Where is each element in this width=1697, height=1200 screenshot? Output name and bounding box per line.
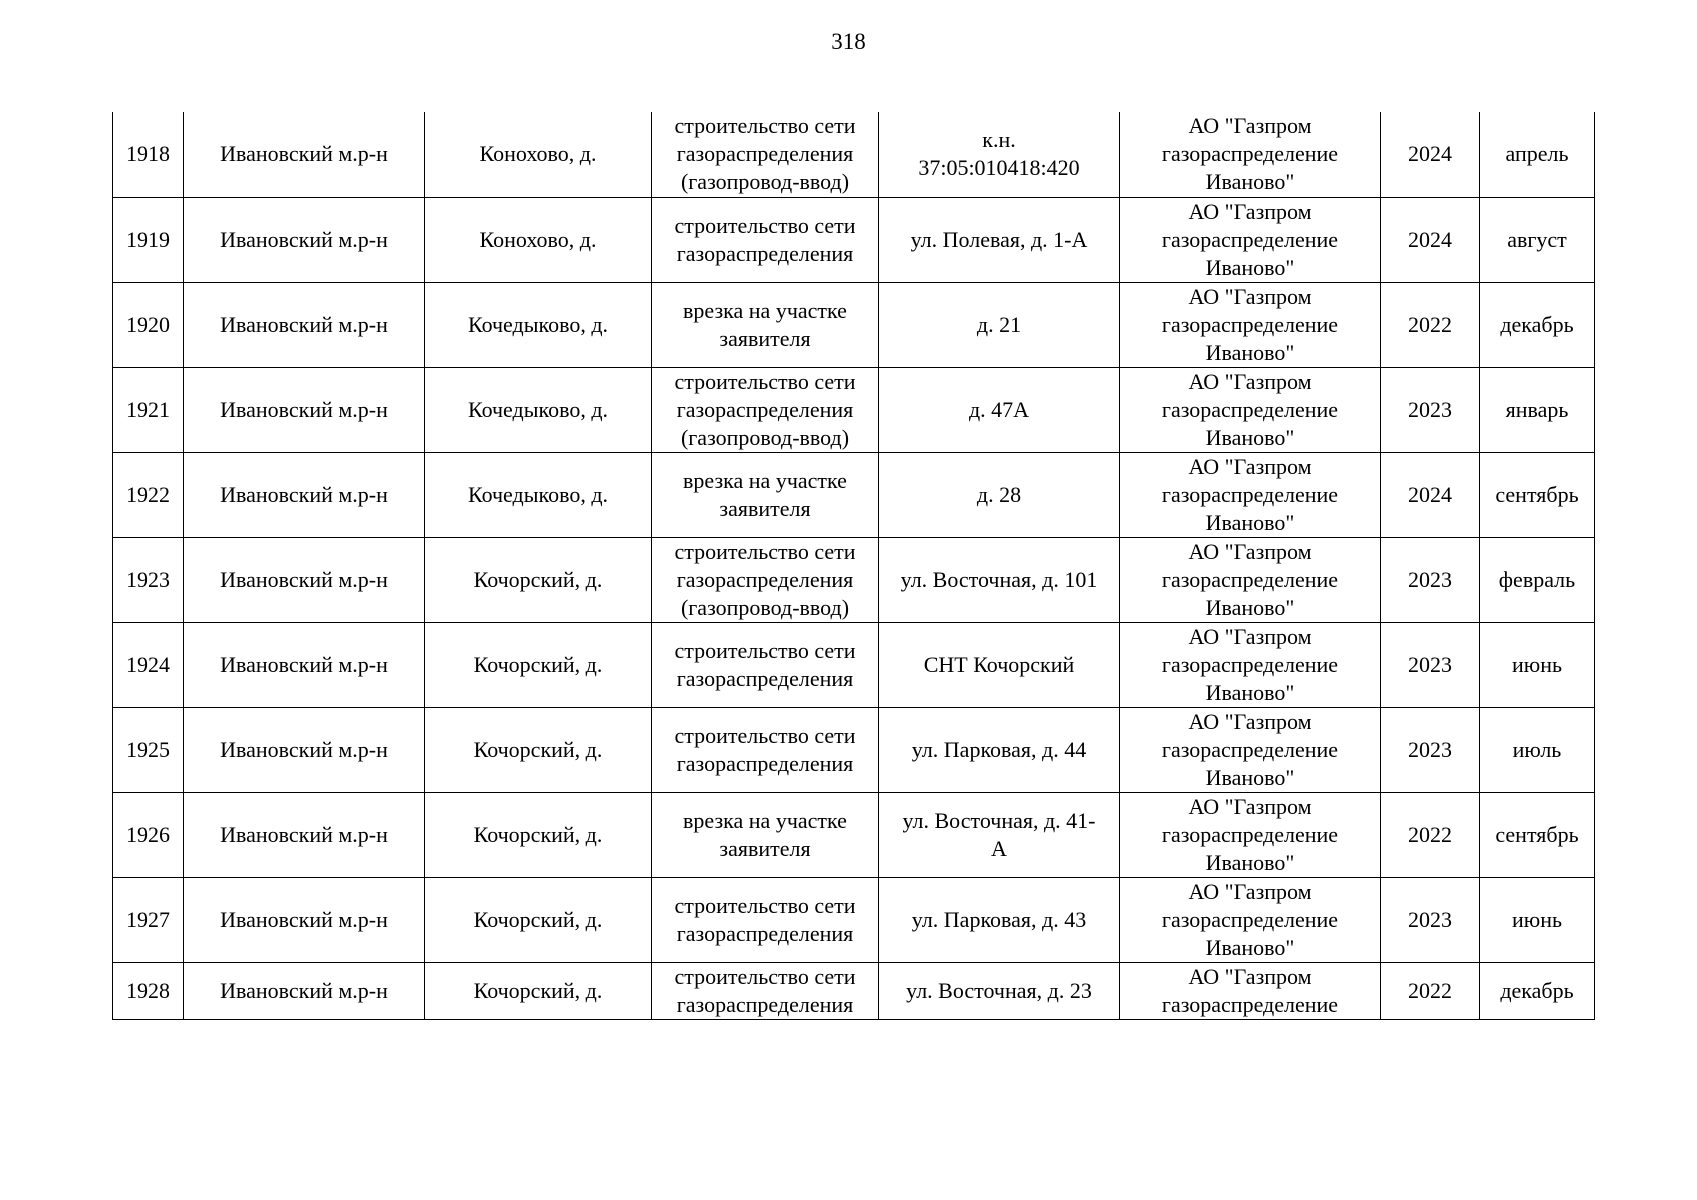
year-cell-text: 2024: [1408, 481, 1452, 507]
work-type-cell: [652, 112, 879, 197]
row-number-cell: [113, 792, 184, 877]
work-type-cell-text: строительство сети газораспределения (газопровод-ввод): [674, 368, 856, 450]
work-type-cell-text: строительство сети газораспределения: [674, 963, 856, 1017]
address-cell: [879, 962, 1120, 1019]
row-number-cell-text: 1922: [126, 481, 170, 507]
district-cell-text: Ивановский м.р-н: [220, 651, 388, 677]
organization-cell-text: АО "Газпром газораспределение Иваново": [1161, 708, 1339, 790]
month-cell: [1480, 707, 1595, 792]
work-type-cell-text: строительство сети газораспределения (газопровод-ввод): [674, 538, 856, 620]
address-cell-text: ул. Восточная, д. 23: [906, 977, 1092, 1003]
year-cell-text: 2022: [1408, 977, 1452, 1003]
work-type-cell-text: строительство сети газораспределения (газопровод-ввод): [674, 113, 856, 195]
work-type-cell-text: врезка на участке заявителя: [683, 467, 847, 521]
month-cell: [1480, 877, 1595, 962]
work-type-cell: [652, 452, 879, 537]
organization-cell: [1120, 452, 1381, 537]
month-cell: [1480, 112, 1595, 197]
row-number-cell-text: 1926: [126, 821, 170, 847]
year-cell: [1381, 877, 1480, 962]
settlement-cell: [425, 622, 652, 707]
work-type-cell: [652, 282, 879, 367]
organization-cell-text: АО "Газпром газораспределение Иваново": [1161, 198, 1339, 280]
district-cell: [184, 622, 425, 707]
row-number-cell: [113, 112, 184, 197]
year-cell: [1381, 537, 1480, 622]
work-type-cell: [652, 537, 879, 622]
work-type-cell-text: врезка на участке заявителя: [683, 807, 847, 861]
organization-cell: [1120, 877, 1381, 962]
organization-cell-text: АО "Газпром газораспределение Иваново": [1161, 283, 1339, 365]
settlement-cell: [425, 877, 652, 962]
row-number-cell-text: 1918: [126, 141, 170, 167]
address-cell-text: ул. Парковая, д. 43: [911, 906, 1087, 932]
year-cell-text: 2022: [1408, 821, 1452, 847]
address-cell: [879, 282, 1120, 367]
settlement-cell: [425, 197, 652, 282]
district-cell-text: Ивановский м.р-н: [220, 977, 388, 1003]
month-cell: [1480, 282, 1595, 367]
table-row: [113, 537, 1595, 622]
organization-cell: [1120, 367, 1381, 452]
organization-cell: [1120, 112, 1381, 197]
address-cell: [879, 367, 1120, 452]
settlement-cell: [425, 367, 652, 452]
row-number-cell: [113, 877, 184, 962]
work-type-cell: [652, 962, 879, 1019]
settlement-cell-text: Конохово, д.: [479, 141, 597, 167]
row-number-cell: [113, 282, 184, 367]
year-cell: [1381, 452, 1480, 537]
district-cell: [184, 962, 425, 1019]
work-type-cell-text: строительство сети газораспределения: [674, 212, 856, 266]
district-cell: [184, 112, 425, 197]
settlement-cell-text: Кочедыково, д.: [467, 396, 609, 422]
work-type-cell: [652, 792, 879, 877]
month-cell-text: сентябрь: [1495, 821, 1579, 847]
address-cell-text: д. 21: [976, 311, 1022, 337]
address-cell: [879, 707, 1120, 792]
year-cell-text: 2023: [1408, 736, 1452, 762]
organization-cell: [1120, 197, 1381, 282]
month-cell-text: апрель: [1505, 141, 1569, 167]
row-number-cell-text: 1924: [126, 651, 170, 677]
month-cell: [1480, 622, 1595, 707]
year-cell-text: 2023: [1408, 651, 1452, 677]
district-cell: [184, 877, 425, 962]
district-cell-text: Ивановский м.р-н: [220, 906, 388, 932]
work-type-cell-text: строительство сети газораспределения: [674, 637, 856, 691]
organization-cell-text: АО "Газпром газораспределение Иваново": [1161, 113, 1339, 195]
organization-cell: [1120, 962, 1381, 1019]
table-row: [113, 452, 1595, 537]
organization-cell-text: АО "Газпром газораспределение Иваново": [1161, 793, 1339, 875]
organization-cell-text: АО "Газпром газораспределение Иваново": [1161, 623, 1339, 705]
row-number-cell: [113, 707, 184, 792]
year-cell: [1381, 792, 1480, 877]
district-cell-text: Ивановский м.р-н: [220, 566, 388, 592]
address-cell-text: д. 47А: [968, 396, 1030, 422]
district-cell: [184, 282, 425, 367]
address-cell-text: к.н. 37:05:010418:420: [918, 127, 1080, 181]
row-number-cell: [113, 537, 184, 622]
organization-cell-text: АО "Газпром газораспределение Иваново": [1161, 453, 1339, 535]
work-type-cell-text: строительство сети газораспределения: [674, 722, 856, 776]
year-cell: [1381, 197, 1480, 282]
year-cell: [1381, 282, 1480, 367]
organization-cell-text: АО "Газпром газораспределение Иваново": [1161, 878, 1339, 960]
table-row: [113, 962, 1595, 1019]
year-cell-text: 2023: [1408, 396, 1452, 422]
district-cell-text: Ивановский м.р-н: [220, 481, 388, 507]
settlement-cell-text: Кочорский, д.: [473, 651, 603, 677]
district-cell: [184, 792, 425, 877]
year-cell-text: 2023: [1408, 906, 1452, 932]
settlement-cell-text: Кочорский, д.: [473, 977, 603, 1003]
settlement-cell: [425, 112, 652, 197]
row-number-cell: [113, 197, 184, 282]
table-row: [113, 112, 1595, 197]
gasification-table: [112, 112, 1595, 1020]
table-row: [113, 877, 1595, 962]
month-cell: [1480, 792, 1595, 877]
table-row: [113, 367, 1595, 452]
district-cell-text: Ивановский м.р-н: [220, 141, 388, 167]
row-number-cell: [113, 962, 184, 1019]
month-cell-text: июль: [1512, 736, 1562, 762]
settlement-cell: [425, 282, 652, 367]
row-number-cell-text: 1925: [126, 736, 170, 762]
month-cell: [1480, 962, 1595, 1019]
address-cell: [879, 792, 1120, 877]
address-cell-text: СНТ Кочорский: [923, 651, 1075, 677]
district-cell: [184, 707, 425, 792]
row-number-cell: [113, 367, 184, 452]
row-number-cell-text: 1921: [126, 396, 170, 422]
district-cell-text: Ивановский м.р-н: [220, 311, 388, 337]
organization-cell: [1120, 792, 1381, 877]
month-cell-text: декабрь: [1500, 977, 1574, 1003]
month-cell-text: январь: [1505, 396, 1569, 422]
address-cell: [879, 197, 1120, 282]
row-number-cell-text: 1927: [126, 906, 170, 932]
table-body: [113, 112, 1595, 1019]
table-row: [113, 792, 1595, 877]
address-cell: [879, 452, 1120, 537]
month-cell-text: июнь: [1511, 906, 1562, 932]
organization-cell: [1120, 282, 1381, 367]
organization-cell-text: АО "Газпром газораспределение Иваново": [1161, 368, 1339, 450]
settlement-cell: [425, 707, 652, 792]
year-cell: [1381, 622, 1480, 707]
page-number: 318: [831, 29, 866, 54]
settlement-cell-text: Кочедыково, д.: [467, 481, 609, 507]
district-cell: [184, 197, 425, 282]
year-cell-text: 2022: [1408, 311, 1452, 337]
address-cell-text: ул. Восточная, д. 101: [900, 566, 1098, 592]
address-cell: [879, 622, 1120, 707]
organization-cell: [1120, 622, 1381, 707]
organization-cell: [1120, 707, 1381, 792]
district-cell-text: Ивановский м.р-н: [220, 736, 388, 762]
work-type-cell-text: врезка на участке заявителя: [683, 297, 847, 351]
month-cell-text: февраль: [1498, 566, 1576, 592]
month-cell: [1480, 197, 1595, 282]
year-cell: [1381, 112, 1480, 197]
table-row: [113, 622, 1595, 707]
year-cell-text: 2024: [1408, 141, 1452, 167]
district-cell-text: Ивановский м.р-н: [220, 396, 388, 422]
month-cell: [1480, 537, 1595, 622]
table-row: [113, 707, 1595, 792]
address-cell: [879, 537, 1120, 622]
month-cell-text: июнь: [1511, 651, 1562, 677]
month-cell: [1480, 452, 1595, 537]
settlement-cell: [425, 962, 652, 1019]
address-cell: [879, 112, 1120, 197]
month-cell: [1480, 367, 1595, 452]
settlement-cell-text: Кочорский, д.: [473, 906, 603, 932]
year-cell: [1381, 962, 1480, 1019]
work-type-cell-text: строительство сети газораспределения: [674, 892, 856, 946]
table-row: [113, 282, 1595, 367]
settlement-cell-text: Кочорский, д.: [473, 821, 603, 847]
month-cell-text: сентябрь: [1495, 481, 1579, 507]
district-cell-text: Ивановский м.р-н: [220, 226, 388, 252]
year-cell: [1381, 707, 1480, 792]
address-cell-text: ул. Восточная, д. 41- А: [902, 807, 1096, 861]
settlement-cell-text: Конохово, д.: [479, 226, 597, 252]
settlement-cell-text: Кочорский, д.: [473, 736, 603, 762]
settlement-cell-text: Кочедыково, д.: [467, 311, 609, 337]
address-cell-text: ул. Парковая, д. 44: [911, 736, 1087, 762]
row-number-cell-text: 1919: [126, 226, 170, 252]
row-number-cell-text: 1928: [126, 977, 170, 1003]
month-cell-text: декабрь: [1500, 311, 1574, 337]
address-cell-text: ул. Полевая, д. 1-А: [910, 226, 1088, 252]
district-cell: [184, 537, 425, 622]
settlement-cell: [425, 792, 652, 877]
work-type-cell: [652, 367, 879, 452]
district-cell-text: Ивановский м.р-н: [220, 821, 388, 847]
settlement-cell: [425, 452, 652, 537]
work-type-cell: [652, 877, 879, 962]
year-cell-text: 2023: [1408, 566, 1452, 592]
address-cell-text: д. 28: [976, 481, 1022, 507]
district-cell: [184, 452, 425, 537]
organization-cell-text: АО "Газпром газораспределение: [1161, 963, 1339, 1017]
row-number-cell: [113, 622, 184, 707]
district-cell: [184, 367, 425, 452]
settlement-cell: [425, 537, 652, 622]
table-row: [113, 197, 1595, 282]
year-cell: [1381, 367, 1480, 452]
row-number-cell-text: 1923: [126, 566, 170, 592]
row-number-cell: [113, 452, 184, 537]
row-number-cell-text: 1920: [126, 311, 170, 337]
month-cell-text: август: [1507, 226, 1567, 252]
work-type-cell: [652, 197, 879, 282]
organization-cell-text: АО "Газпром газораспределение Иваново": [1161, 538, 1339, 620]
settlement-cell-text: Кочорский, д.: [473, 566, 603, 592]
year-cell-text: 2024: [1408, 226, 1452, 252]
address-cell: [879, 877, 1120, 962]
work-type-cell: [652, 707, 879, 792]
work-type-cell: [652, 622, 879, 707]
organization-cell: [1120, 537, 1381, 622]
